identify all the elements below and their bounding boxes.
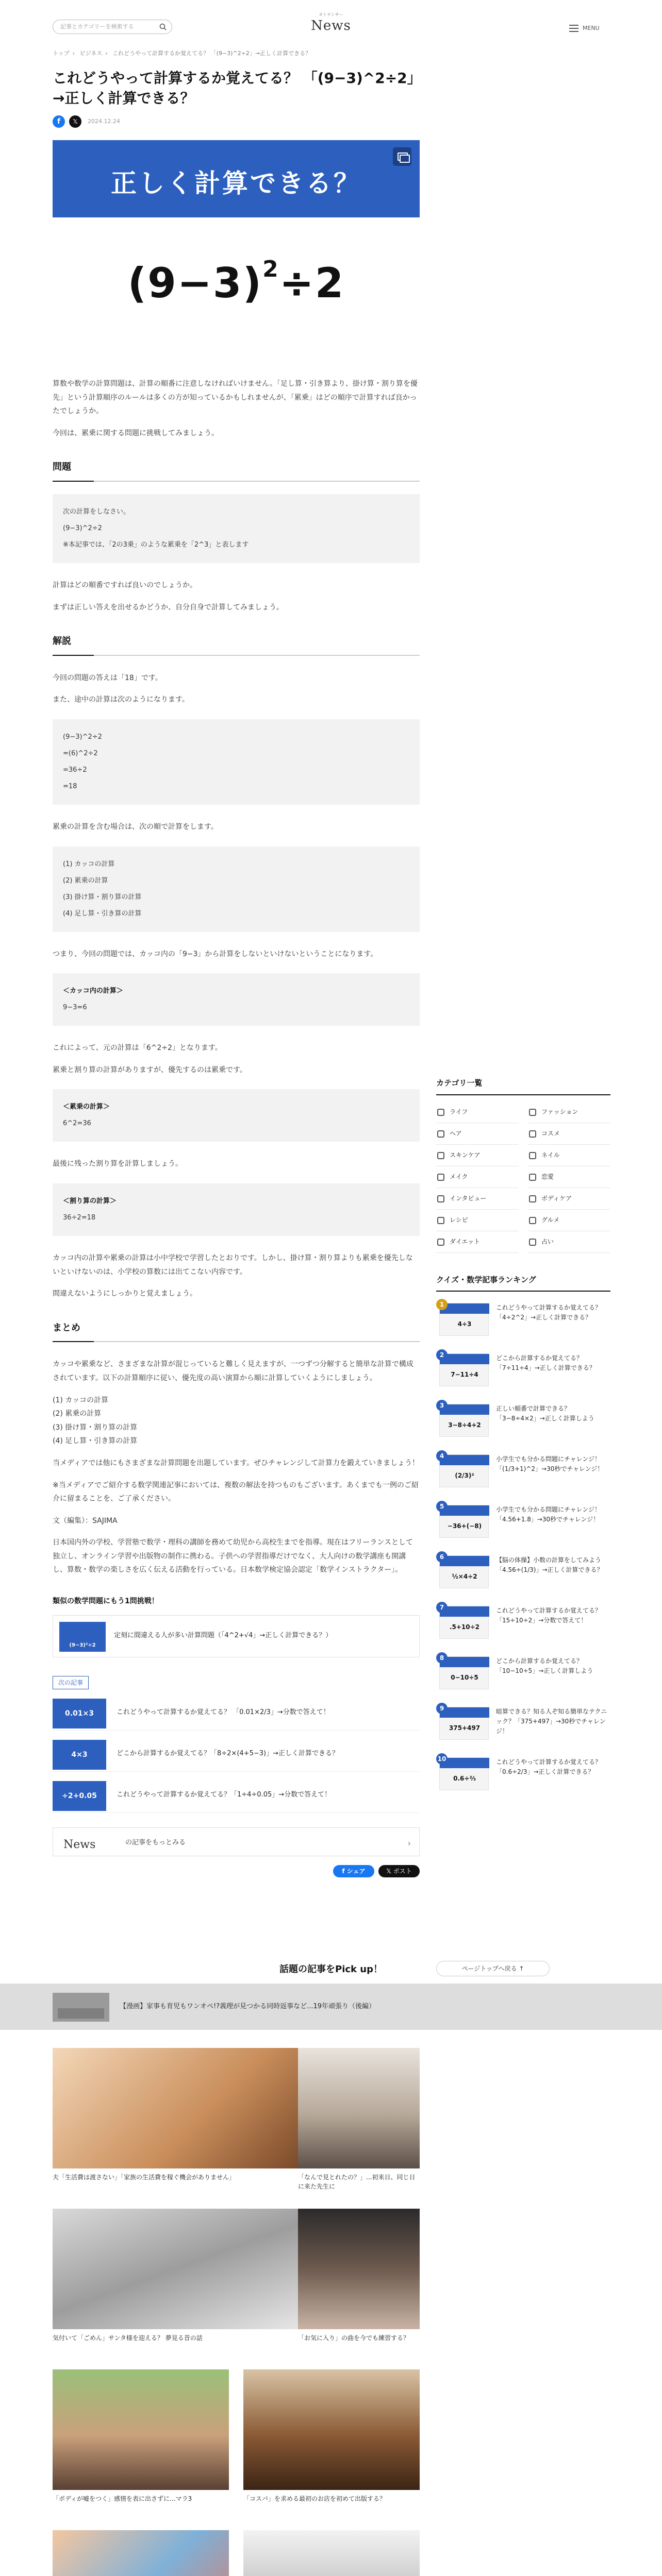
category-item[interactable] [528, 1101, 610, 1123]
pickup-row [53, 2209, 420, 2369]
category-icon [529, 1174, 536, 1181]
chevron-right-icon: › [407, 1838, 411, 1849]
summary-list [53, 1394, 420, 1448]
pickup-card[interactable] [53, 2369, 229, 2524]
next-article-label: 次の記事 [53, 1676, 89, 1689]
site-header [0, 0, 662, 57]
rank-thumbnail-formula: (2/3)² [455, 1472, 474, 1479]
solution-line: =18 [63, 783, 77, 790]
pickup-grid [53, 2048, 420, 2576]
search-icon[interactable] [159, 23, 167, 30]
next-title: どこから計算するか覚えてる？「8÷2×(4+5−3)」→正しく計算できる？ [117, 1750, 339, 1758]
problem-after-paragraph: まずは正しい答えを出せるかどうか、自分自身で計算してみましょう。 [53, 603, 284, 612]
step3-value: 36÷2=18 [63, 1213, 96, 1222]
pickup-image [243, 2369, 420, 2490]
rank-thumbnail-formula: 375+497 [449, 1724, 481, 1732]
pickup-caption: 「お気に入り」の曲を今でも練習する？ [298, 2334, 410, 2342]
rank-thumbnail [439, 1757, 489, 1790]
category-label: ネイル [541, 1151, 560, 1159]
pickup-caption: 「コスパ」を求める最初のお店を初めて出版する？ [243, 2495, 386, 2502]
rank-number: 6 [436, 1551, 448, 1563]
section-heading-problem: 問題 [53, 460, 420, 482]
more-articles-link[interactable] [53, 1827, 420, 1856]
pickup-card[interactable] [53, 2209, 298, 2363]
rank-number: 8 [436, 1652, 448, 1664]
category-label: インタビュー [450, 1194, 487, 1202]
category-item[interactable] [528, 1188, 610, 1210]
summary-item: (1) カッコの計算 [53, 1396, 109, 1404]
category-label: スキンケア [450, 1151, 481, 1159]
ranking-item[interactable] [436, 1450, 610, 1494]
step1-after: これによって、元の計算は「6^2÷2」となります。 [53, 1044, 222, 1053]
category-label: ダイエット [450, 1238, 481, 1245]
step3-heading: ＜割り算の計算＞ [63, 1197, 117, 1205]
category-item[interactable] [436, 1101, 519, 1123]
ranking-item[interactable] [436, 1753, 610, 1797]
category-item[interactable] [528, 1145, 610, 1166]
category-icon [529, 1152, 536, 1159]
section-heading-solution: 解説 [53, 634, 420, 656]
menu-label: MENU [583, 25, 600, 31]
next-article-item[interactable] [53, 1779, 420, 1813]
solution-line: (9−3)^2÷2 [63, 733, 102, 741]
problem-line: 次の計算をしなさい。 [63, 508, 130, 516]
pickup-image [53, 2048, 298, 2168]
step1-heading: ＜カッコ内の計算＞ [63, 987, 123, 995]
step3-box [53, 1183, 420, 1236]
hero-image[interactable] [53, 140, 420, 362]
intro-paragraph: 算数や数学の計算問題は、計算の順番に注意しなければいけません。「足し算・引き算より、掛け算・割り算を優先」という計算順序のルールは多くの方が知っているかもしれませんが、「累乗」はどの順序で計算すれば良かったでしょうか。 [53, 380, 418, 416]
pickup-banner[interactable] [0, 1984, 662, 2030]
summary-item: (4) 足し算・引き算の計算 [53, 1437, 138, 1446]
solution-line: =(6)^2÷2 [63, 750, 98, 757]
rank-title: どこから計算するか覚えてる？「10−10÷5」→正しく計算しよう [496, 1657, 593, 1675]
step1-after: 累乗と割り算の計算がありますが、優先するのは累乗です。 [53, 1065, 247, 1074]
category-label: コスメ [541, 1129, 560, 1137]
order-after: つまり、今回の問題では、カッコ内の「9−3」から計算をしないといけないということになります。 [53, 950, 378, 958]
pickup-image [298, 2048, 420, 2168]
rank-number: 3 [436, 1400, 448, 1411]
category-icon [529, 1109, 536, 1116]
order-item: (3) 掛け算・割り算の計算 [63, 893, 142, 901]
rank-thumbnail [439, 1505, 489, 1538]
x-icon[interactable]: 𝕏 [69, 115, 81, 128]
related-card[interactable] [53, 1615, 420, 1657]
rank-title: 正しい順番で計算できる？「3−8÷4×2」→正しく計算しよう [496, 1405, 594, 1422]
rank-thumbnail-formula: .5+10÷2 [449, 1623, 480, 1631]
breadcrumb [53, 49, 420, 59]
rank-title: これどうやって計算するか覚えてる？「4÷2^2」→正しく計算できる？ [496, 1304, 602, 1321]
ranking-list [436, 1299, 610, 1797]
hero-formula [53, 248, 420, 318]
gallery-icon[interactable] [393, 147, 411, 166]
step2-heading: ＜累乗の計算＞ [63, 1103, 110, 1111]
ranking-item[interactable] [436, 1602, 610, 1645]
category-item[interactable] [436, 1231, 519, 1253]
category-label: メイク [450, 1173, 468, 1180]
rank-number: 9 [436, 1703, 448, 1714]
summary-item: (3) 掛け算・割り算の計算 [53, 1423, 138, 1432]
author-bio: 日本国内外の学校、学習塾で数学・理科の講師を務めて幼児から高校生までを指導。現在はフリーランスとして独立し、オンライン学習や出版物の制作に携わる。子供への学習指導だけでなく、大人向けの数学講座も開講し、算数・数学の楽しさを広く伝える活動を行っている。日本数学検定協会認定「数学インストラクター」。 [53, 1538, 413, 1574]
problem-after-paragraph: 計算はどの順番ですれば良いのでしょうか。 [53, 581, 197, 590]
hamburger-icon [569, 25, 578, 32]
category-icon [437, 1130, 444, 1138]
category-item[interactable] [436, 1166, 519, 1188]
rank-title: 小学生でも分かる問題にチャレンジ！「(1/3+1)^2」→30秒でチャレンジ！ [496, 1455, 604, 1473]
rank-title: これどうやって計算するか覚えてる？「0.6÷2/3」→正しく計算できる？ [496, 1758, 602, 1776]
next-thumbnail: ÷2+0.05 [53, 1781, 106, 1811]
rank-title: 暗算できる？知る人ぞ知る簡単なテクニック？「375+497」→30秒でチャレンジ！ [496, 1708, 607, 1735]
order-box [53, 846, 420, 932]
category-heading: カテゴリ一覧 [436, 1077, 610, 1095]
category-label: ヘア [450, 1129, 462, 1137]
rank-title: 【脳の体操】小数の計算をしてみよう「4.56÷(1/3)」→正しく計算できる？ [496, 1556, 603, 1574]
hero-band-text: 正しく計算できる？ [111, 168, 361, 199]
category-label: グルメ [541, 1216, 560, 1224]
summary-item: (2) 累乗の計算 [53, 1410, 102, 1418]
step3-after: 間違えないようにしっかりと覚えましょう。 [53, 1290, 197, 1298]
rank-number: 5 [436, 1501, 448, 1512]
order-item: (2) 累乗の計算 [63, 876, 108, 885]
pickup-card[interactable] [53, 2048, 298, 2202]
rank-thumbnail-formula: ½×4÷2 [452, 1573, 477, 1580]
category-icon [529, 1217, 536, 1224]
problem-line: (9−3)^2÷2 [63, 524, 102, 533]
step2-value: 6^2=36 [63, 1120, 91, 1128]
related-heading: 類似の数学問題にもう1問挑戦！ [53, 1597, 159, 1606]
step1-value: 9−3=6 [63, 1004, 87, 1012]
category-icon [529, 1130, 536, 1138]
menu-button[interactable] [569, 24, 610, 34]
pickup-image [53, 2369, 229, 2490]
breadcrumb-separator: › [72, 50, 75, 57]
step1-box [53, 973, 420, 1026]
category-item[interactable] [436, 1188, 519, 1210]
banner-title: 【漫画】家事も育児もワンオペ!?義理が見つかる同時返事など...19年頑張り（後編） [120, 2003, 376, 2010]
step3-after: カッコ内の計算や累乗の計算は小中学校で学習したとおりです。しかし、掛け算・割り算よりも累乗を優先しないといけないのは、小学校の算数には出てこない内容です。 [53, 1253, 413, 1276]
ranking-item[interactable] [436, 1299, 610, 1342]
problem-note: ※本記事では、「2の3乗」のような累乗を「2^3」と表します [63, 541, 249, 549]
rank-number: 10 [436, 1753, 448, 1765]
search-placeholder: 記事とカテゴリーを検索する [60, 23, 134, 30]
category-label: レシピ [450, 1216, 468, 1224]
solution-line: =36÷2 [63, 766, 87, 774]
pickup-row [53, 2530, 420, 2576]
breadcrumb-item: これどうやって計算するか覚えてる？ 「(9−3)^2÷2」→正しく計算できる？ [112, 50, 311, 57]
pickup-image [53, 2209, 298, 2329]
rank-thumbnail [439, 1404, 489, 1437]
step2-after: 最後に残った割り算を計算しましょう。 [53, 1160, 183, 1168]
summary-after: 当メディアでは他にもさまざまな計算問題を出題しています。ぜひチャレンジして計算力を鍛えていきましょう！ [53, 1459, 420, 1467]
next-title: これどうやって計算するか覚えてる？ 「0.01×2/3」→分数で答えて！ [117, 1708, 330, 1717]
author-name: 文（編集）：SAJIMA [53, 1516, 118, 1525]
pickup-caption: 「ボディが嘘をつく」感情を表に出さずに...マラ3 [53, 2495, 192, 2502]
category-label: 恋愛 [541, 1173, 554, 1180]
ranking-item[interactable] [436, 1652, 610, 1696]
facebook-icon[interactable]: f [53, 115, 65, 128]
rank-thumbnail-formula: 0−10÷5 [451, 1674, 478, 1681]
order-intro: 累乗の計算を含む場合は、次の順で計算をします。 [53, 823, 218, 831]
article-meta [53, 115, 420, 129]
rank-number: 4 [436, 1450, 448, 1462]
rank-number: 7 [436, 1602, 448, 1613]
hero-band [53, 140, 420, 217]
page-top-button[interactable]: ページトップへ戻る ↑ [436, 1961, 550, 1976]
facebook-share-button[interactable]: f シェア [333, 1865, 374, 1877]
pickup-caption: 「なんで見とれたの？」...初来日、同じ日に来た先生に [298, 2174, 416, 2190]
rank-thumbnail-formula: 0.6÷⅔ [453, 1775, 476, 1782]
publish-date: 2024.12.24 [88, 118, 120, 125]
next-title: これどうやって計算するか覚えてる？「1÷4÷0.05」→分数で答えて！ [117, 1791, 332, 1799]
rank-thumbnail [439, 1555, 489, 1588]
pickup-caption: 夫「生活費は渡さない」「家族の生活費を稼ぐ機会がありません」 [53, 2174, 236, 2181]
category-item[interactable] [528, 1210, 610, 1231]
summary-intro: カッコや累乗など、さまざまな計算が混じっていると難しく見えますが、一つずつ分解すると簡単な計算で構成されています。以下の計算順序に従い、優先度の高い演算から順に計算していくようにしましょう。 [53, 1360, 413, 1382]
rank-thumbnail-formula: 4÷3 [457, 1320, 472, 1328]
ranking-item[interactable] [436, 1400, 610, 1443]
next-article-item[interactable] [53, 1738, 420, 1772]
brand-tagline: オトナンサー [319, 12, 343, 17]
search-input[interactable] [53, 20, 172, 34]
problem-box [53, 494, 420, 563]
category-icon [437, 1239, 444, 1246]
rank-title: 小学生でも分かる問題にチャレンジ！「4.56+1.8」→30秒でチャレンジ！ [496, 1506, 601, 1523]
rank-thumbnail [439, 1303, 489, 1336]
x-share-button[interactable]: 𝕏 ポスト [378, 1865, 420, 1877]
rank-thumbnail [439, 1353, 489, 1386]
rank-number: 2 [436, 1349, 448, 1361]
category-label: ライフ [450, 1108, 468, 1115]
rank-thumbnail [439, 1707, 489, 1740]
rank-thumbnail-formula: 3−8÷4+2 [448, 1421, 481, 1429]
ranking-item[interactable] [436, 1349, 610, 1393]
intro-paragraph: 今回は、累乗に関する問題に挑戦してみましょう。 [53, 429, 219, 437]
category-icon [529, 1239, 536, 1246]
category-item[interactable] [436, 1145, 519, 1166]
banner-thumbnail [53, 1993, 109, 2022]
pickup-card[interactable] [243, 2530, 420, 2576]
related-title: 定刻に間違える人が多い計算問題（「4^2+√4」→正しく計算できる？） [114, 1631, 333, 1639]
section-heading-summary: まとめ [53, 1320, 420, 1343]
rank-thumbnail-formula: −36+(−8) [447, 1522, 482, 1530]
formula-exponent: 2 [262, 256, 279, 283]
category-icon [529, 1195, 536, 1202]
category-label: ボディケア [541, 1194, 572, 1202]
share-bar [333, 1865, 420, 1878]
more-brand: News [63, 1838, 96, 1852]
next-article-item[interactable] [53, 1697, 420, 1731]
formula-base: (9−3) [127, 259, 263, 308]
category-label: 占い [541, 1238, 554, 1245]
rank-thumbnail-formula: 7−11÷4 [451, 1371, 478, 1378]
ranking-heading: クイズ・数学記事ランキング [436, 1274, 610, 1292]
ranking-item[interactable] [436, 1703, 610, 1746]
category-item[interactable] [436, 1123, 519, 1145]
category-icon [437, 1109, 444, 1116]
category-item[interactable] [528, 1123, 610, 1145]
ranking-item[interactable] [436, 1501, 610, 1544]
rank-title: どこから計算するか覚えてる？「7÷11÷4」→正しく計算できる？ [496, 1354, 595, 1372]
pickup-row [53, 2369, 420, 2530]
order-item: (1) カッコの計算 [63, 860, 115, 868]
category-label: ファッション [541, 1108, 578, 1115]
related-thumbnail [59, 1622, 106, 1652]
pickup-image [53, 2530, 229, 2576]
breadcrumb-separator: › [105, 50, 108, 57]
pickup-heading: 話題の記事をPick up！ [279, 1964, 383, 1975]
next-thumbnail: 0.01×3 [53, 1699, 106, 1728]
rank-title: これどうやって計算するか覚えてる？「15÷10÷2」→分数で答えて！ [496, 1607, 602, 1624]
pickup-row [53, 2048, 420, 2209]
more-text: の記事をもっとみる [125, 1839, 186, 1847]
solution-paragraph: 今回の問題の答えは「18」です。 [53, 673, 162, 682]
formula-tail: ÷2 [279, 259, 345, 308]
rank-thumbnail [439, 1606, 489, 1639]
next-thumbnail: 4×3 [53, 1740, 106, 1770]
pickup-caption: 気付いて「ごめん」サンタ様を迎える？ 夢見る昔の話 [53, 2334, 203, 2342]
pickup-image [298, 2209, 420, 2329]
rank-number: 1 [436, 1299, 448, 1310]
solution-box [53, 719, 420, 805]
article [53, 49, 420, 1856]
breadcrumb-item[interactable]: トップ [53, 50, 70, 57]
step2-box [53, 1089, 420, 1142]
category-icon [437, 1217, 444, 1224]
pickup-card[interactable] [298, 2048, 420, 2202]
category-item[interactable] [436, 1210, 519, 1231]
pickup-card[interactable] [243, 2369, 420, 2524]
pickup-card[interactable] [298, 2209, 420, 2363]
rank-thumbnail [439, 1454, 489, 1487]
order-item: (4) 足し算・引き算の計算 [63, 909, 142, 918]
pickup-card[interactable] [53, 2530, 229, 2576]
summary-note: ※当メディアでご紹介する数学関連記事においては、複数の解法を持つものもございます。あくまでも一例のご紹介に留まることを、ご了承ください。 [53, 1481, 419, 1503]
breadcrumb-item[interactable]: ビジネス [79, 50, 103, 57]
category-icon [437, 1195, 444, 1202]
solution-paragraph: また、途中の計算は次のようになります。 [53, 696, 189, 704]
category-list [436, 1101, 610, 1253]
category-item[interactable] [528, 1166, 610, 1188]
sidebar [436, 1077, 610, 1797]
site-logo[interactable]: News [311, 18, 351, 33]
rank-thumbnail [439, 1656, 489, 1689]
category-icon [437, 1174, 444, 1181]
article-title: これどうやって計算するか覚えてる？ 「(9−3)^2÷2」→正しく計算できる？ [53, 69, 415, 107]
ranking-item[interactable] [436, 1551, 610, 1595]
category-item[interactable] [528, 1231, 610, 1253]
pickup-image [243, 2530, 420, 2576]
category-icon [437, 1152, 444, 1159]
